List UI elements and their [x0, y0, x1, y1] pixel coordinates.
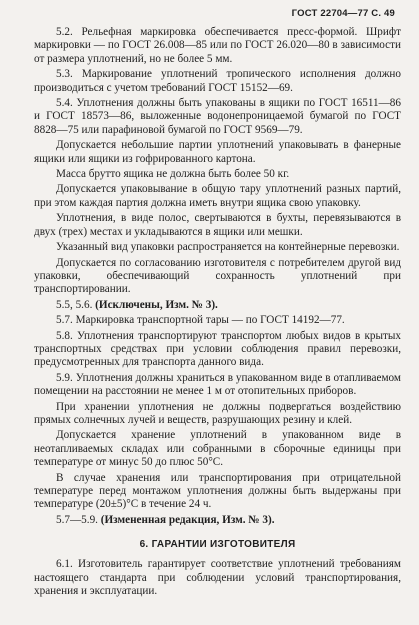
paragraph-5-4: 5.4. Уплотнения должны быть упакованы в ящики по ГОСТ 16511—86 и ГОСТ 18573—86, выложенные водонепроницаемой бумагой по ГОСТ 8828—75 или парафиновой бумагой по ГОСТ 9569—79.	[34, 97, 401, 136]
clause-number: 5.5, 5.6.	[56, 298, 93, 311]
paragraph-5-3: 5.3. Маркирование уплотнений тропического исполнения должно производиться с учетом требований ГОСТ 15152—69.	[34, 68, 401, 94]
section-title: 6. ГАРАНТИИ ИЗГОТОВИТЕЛЯ	[139, 539, 296, 551]
paragraph-common-packaging: Допускается упаковывание в общую тару уплотнений разных партий, при этом каждая партия должна иметь внутри ящика свою упаковку.	[34, 183, 401, 209]
amendment-note: (Измененная редакция, Изм. № 3).	[100, 513, 275, 526]
paragraph-6-1: 6.1. Изготовитель гарантирует соответствие уплотнений требованиям настоящего стандарта при соблюдении условий транспортирования, хранения и эксплуатации.	[34, 558, 401, 598]
paragraph-5-8: 5.8. Уплотнения транспортируют транспортом любых видов в крытых транспортных средствах при условии соблюдения правил перевозки, предусмотренных для транспорта данного вида.	[34, 329, 401, 369]
clause-number: 5.7—5.9.	[56, 513, 98, 526]
paragraph-strips: Уплотнения, в виде полос, свертываются в бухты, перевязываются в двух (трех) местах и укладываются в ящики или мешки.	[34, 212, 401, 238]
paragraph-5-5-5-6	[34, 299, 401, 312]
amendment-note: (Исключены, Изм. № 3).	[95, 298, 218, 311]
paragraph-5-9: 5.9. Уплотнения должны храниться в упакованном виде в отапливаемом помещении на расстоянии не менее 1 м от отопительных приборов.	[34, 371, 401, 398]
paragraph-other-packaging: Допускается по согласованию изготовителя с потребителем другой вид упаковки, обеспечивающий сохранность уплотнений при транспортировании.	[34, 256, 401, 296]
paragraph-5-7: 5.7. Маркировка транспортной тары — по ГОСТ 14192—77.	[56, 314, 345, 327]
paragraph-5-2: 5.2. Рельефная маркировка обеспечивается пресс-формой. Шрифт маркировки — по ГОСТ 26.008—85 или по ГОСТ 26.020—80 в зависимости от размера уплотнений, но не более 5 мм.	[34, 26, 401, 65]
paragraph-negative-temperature: В случае хранения или транспортирования при отрицательной температуре перед монтажом уплотнения должны быть выдержаны при температуре (20±5)°С в течение 24 ч.	[34, 471, 401, 511]
paragraph-small-batches: Допускается небольшие партии уплотнений упаковывать в фанерные ящики или ящики из гофрированного картона.	[34, 139, 401, 165]
paragraph-unheated-storage: Допускается хранение уплотнений в упакованном виде в неотапливаемых складах или собранными в сборочные единицы при температуре от минус 50 до плюс 50°С.	[34, 429, 401, 469]
paragraph-gross-mass: Масса брутто ящика не должна быть более 50 кг.	[56, 168, 290, 181]
document-body	[34, 26, 401, 598]
page-header: ГОСТ 22704—77 С. 49	[291, 8, 395, 19]
paragraph-sunlight: При хранении уплотнения не должны подвергаться воздействию прямых солнечных лучей и веществ, разрушающих резину и клей.	[34, 400, 401, 426]
paragraph-5-7-5-9-revised	[34, 514, 401, 527]
paragraph-container: Указанный вид упаковки распространяется на контейнерные перевозки.	[56, 241, 400, 254]
